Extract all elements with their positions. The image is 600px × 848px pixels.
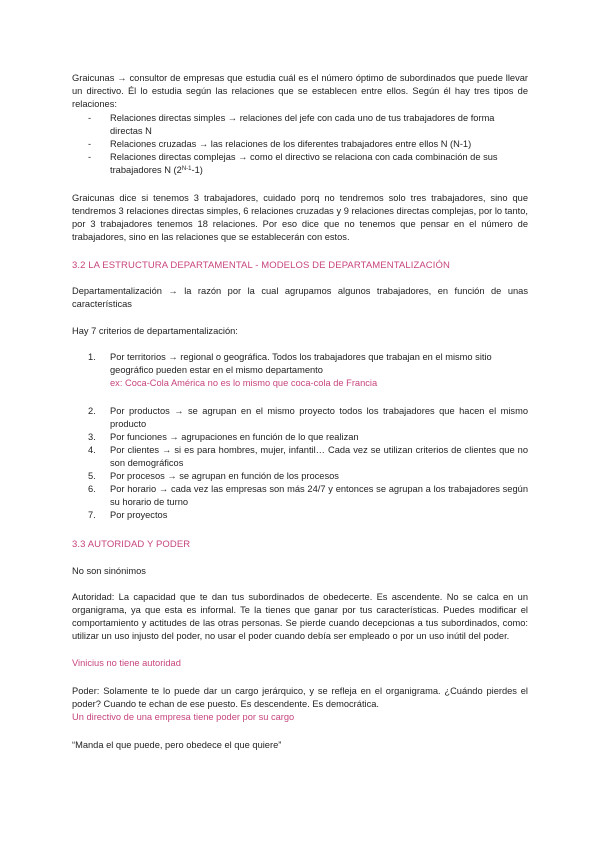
list-item: 6. Por horario → cada vez las empresas son más 24/7 y entonces se agrupan a los trabajadores según su horario de turno: [88, 484, 528, 507]
graicunas-example-paragraph: Graicunas dice si tenemos 3 trabajadores, cuidado porq no tendremos solo tres trabajadores, sino que tendremos 3 relaciones directas simples, 6 relaciones cruzadas y 9 relaciones directas complejas, por lo tanto, por 3 trabajadores tenemos 18 relaciones. Por eso dice que no tenemos que pensar en el número de trabajadores, sino en las relaciones que se establecerán con estos.: [72, 193, 528, 242]
list-item: - Relaciones directas complejas → como el directivo se relaciona con cada combinación de sus trabajadores N $(2^{N-1}-1)$: [88, 152, 498, 175]
criteria-list-rest: [88, 405, 528, 522]
intro-paragraph: Graicunas → consultor de empresas que estudia cuál es el número óptimo de subordinados que puede llevar un directivo. Él lo estudia según las relaciones que se establecen entre ellos. Según él hay tres tipos de relaciones:: [72, 73, 528, 109]
not-synonyms-note: No son sinónimos: [72, 566, 146, 576]
section-heading-3-3: 3.3 AUTORIDAD Y PODER: [72, 539, 191, 550]
criteria-intro: Hay 7 criterios de departamentalización:: [72, 326, 238, 336]
bullet-marker: -: [88, 139, 92, 149]
example-note: ex: Coca-Cola América no es lo mismo que coca-cola de Francia: [110, 378, 378, 388]
list-item: 1. Por territorios → regional o geográfica. Todos los trabajadores que trabajan en el mismo sitio geográfico pueden estar en el mismo departamento ex: Coca-Cola América no es lo mismo que coca-cola de Francia: [88, 352, 492, 388]
list-number: 3.: [88, 432, 96, 442]
list-item: 3. Por funciones → agrupaciones en función de lo que realizan: [88, 432, 359, 442]
bullet-marker: -: [88, 152, 92, 162]
list-item: - Relaciones directas simples → relaciones del jefe con cada uno de tus trabajadores de forma directas N: [88, 113, 495, 136]
list-number: 2.: [88, 406, 96, 416]
list-item: 5. Por procesos → se agrupan en función de los procesos: [88, 471, 339, 481]
poder-paragraph: Poder: Solamente te lo puede dar un cargo jerárquico, y se refleja en el organigrama. ¿Cuándo pierdes el poder? Cuando te echan de ese puesto. Es descendente. Es democrática.: [72, 686, 528, 709]
autoridad-paragraph: Autoridad: La capacidad que te dan tus subordinados de obedecerte. Es ascendente. No se calca en un organigrama, ya que esta es informal. Te la tienes que ganar por tus características. Puedes modificar el comportamiento y actitudes de las otras personas. Se pierde cuando decepcionas a tus subordinados, como: utilizar un uso injusto del poder, no usar el poder cuando debía ser empleado o por un uso inútil del poder.: [72, 592, 528, 641]
list-number: 6.: [88, 484, 96, 494]
relations-list: [88, 112, 528, 177]
quote: “Manda el que puede, pero obedece el que quiere”: [72, 740, 282, 750]
departamentalizacion-definition: Departamentalización → la razón por la cual agrupamos algunos trabajadores, en función de unas características: [72, 286, 528, 309]
list-number: 4.: [88, 445, 96, 455]
list-number: 5.: [88, 471, 96, 481]
list-item: 4. Por clientes → si es para hombres, mujer, infantil… Cada vez se utilizan criterios de clientes que no son demográficos: [88, 445, 528, 468]
list-number: 7.: [88, 510, 96, 520]
criteria-list-first: [88, 351, 528, 390]
list-number: 1.: [88, 352, 96, 362]
list-item: 7. Por proyectos: [88, 510, 168, 520]
autoridad-example: Vinicius no tiene autoridad: [72, 658, 181, 668]
superscript: N-1: [181, 166, 192, 172]
section-heading-3-2: 3.2 LA ESTRUCTURA DEPARTAMENTAL - MODELOS DE DEPARTAMENTALIZACIÓN: [72, 260, 450, 271]
bullet-marker: -: [88, 113, 92, 123]
list-item: 2. Por productos → se agrupan en el mismo proyecto todos los trabajadores que hacen el mismo producto: [88, 406, 528, 429]
poder-example: Un directivo de una empresa tiene poder por su cargo: [72, 712, 295, 722]
list-item: - Relaciones cruzadas → las relaciones de los diferentes trabajadores entre ellos N (N-1): [88, 139, 472, 149]
